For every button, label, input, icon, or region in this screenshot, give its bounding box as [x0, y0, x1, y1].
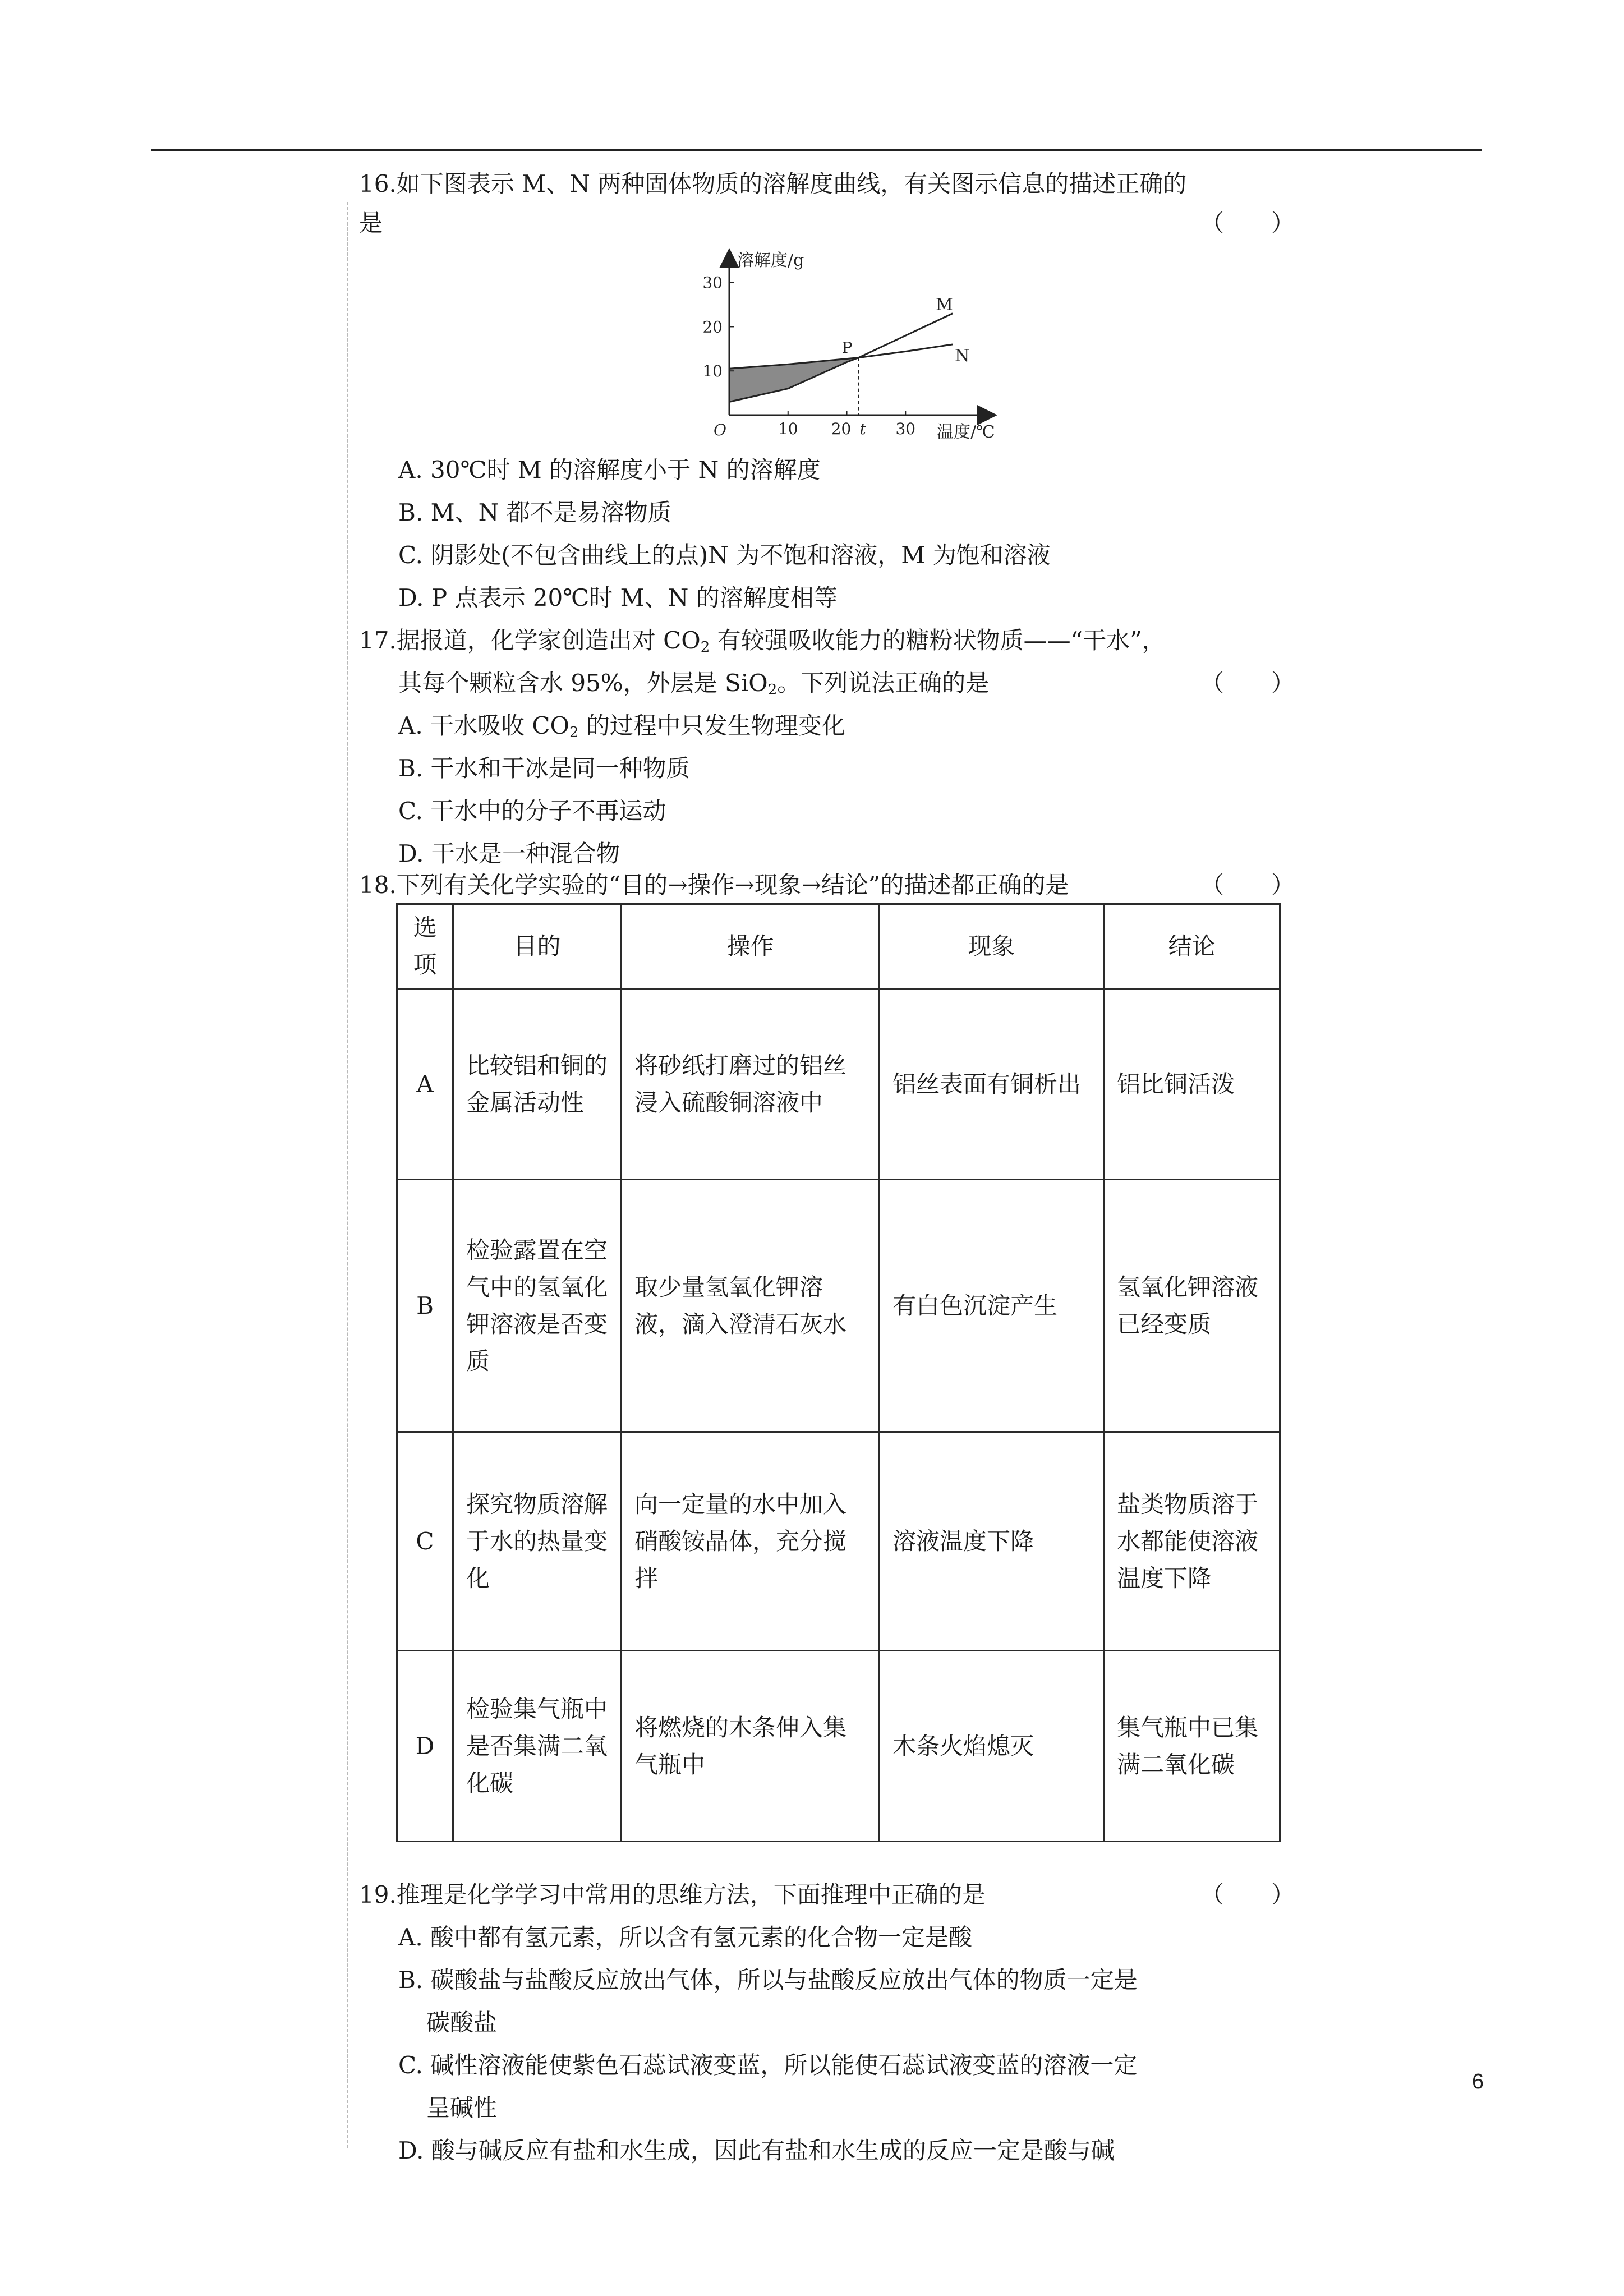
- q19-option-c-line2: 呈碱性: [426, 2094, 498, 2122]
- q17-option-c: C. 干水中的分子不再运动: [398, 797, 666, 825]
- x-tick-label: 20: [831, 420, 852, 438]
- row-conclusion: 铝比铜活泼: [1104, 989, 1280, 1180]
- row-operation: 将燃烧的木条伸入集气瓶中: [622, 1651, 880, 1842]
- y-axis-label: 溶解度/g: [737, 251, 804, 270]
- q17-stem-line2: 其每个颗粒含水 95%，外层是 SiO$_2$。下列说法正确的是: [398, 669, 990, 698]
- table-row: [397, 989, 1280, 1180]
- q19-option-b-line1: B. 碳酸盐与盐酸反应放出气体，所以与盐酸反应放出气体的物质一定是: [398, 1966, 1138, 1994]
- row-purpose: 检验露置在空气中的氢氧化钾溶液是否变质: [453, 1180, 622, 1432]
- series-label-M: M: [936, 295, 953, 315]
- row-option: B: [397, 1180, 453, 1432]
- q16-option-c: C. 阴影处(不包含曲线上的点)N 为不饱和溶液，M 为饱和溶液: [398, 541, 1051, 569]
- row-operation: 取少量氢氧化钾溶液，滴入澄清石灰水: [622, 1180, 880, 1432]
- row-operation: 向一定量的水中加入硝酸铵晶体，充分搅拌: [622, 1432, 880, 1651]
- row-phenomenon: 铝丝表面有铜析出: [880, 989, 1104, 1180]
- q17-option-b: B. 干水和干冰是同一种物质: [398, 754, 690, 782]
- q19-stem: 19.推理是化学学习中常用的思维方法，下面推理中正确的是: [359, 1881, 986, 1908]
- q19-option-b-line2: 碳酸盐: [426, 2009, 498, 2036]
- y-tick-label: 10: [702, 362, 723, 381]
- header-phenomenon: 现象: [880, 904, 1104, 989]
- header-option: 选项: [397, 904, 453, 989]
- q19-answer-paren: （ ）: [1200, 1881, 1295, 1908]
- table-header-row: [397, 904, 1280, 989]
- q17-option-d: D. 干水是一种混合物: [398, 840, 620, 867]
- solubility-chart: [690, 247, 1004, 454]
- row-option: D: [397, 1651, 453, 1842]
- series-label-N: N: [955, 346, 970, 366]
- table-row: [397, 1432, 1280, 1651]
- binding-margin-line: [347, 202, 348, 2148]
- row-conclusion: 集气瓶中已集满二氧化碳: [1104, 1651, 1280, 1842]
- row-conclusion: 盐类物质溶于水都能使溶液温度下降: [1104, 1432, 1280, 1651]
- row-phenomenon: 木条火焰熄灭: [880, 1651, 1104, 1842]
- q16-stem-line2: 是: [359, 209, 383, 237]
- row-conclusion: 氢氧化钾溶液已经变质: [1104, 1180, 1280, 1432]
- header-purpose: 目的: [453, 904, 622, 989]
- header-operation: 操作: [622, 904, 880, 989]
- row-purpose: 检验集气瓶中是否集满二氧化碳: [453, 1651, 622, 1842]
- q16-option-d: D. P 点表示 20℃时 M、N 的溶解度相等: [398, 584, 838, 611]
- q19-option-d-line1: D. 酸与碱反应有盐和水生成，因此有盐和水生成的反应一定是酸与碱: [398, 2137, 1115, 2164]
- row-option: A: [397, 989, 453, 1180]
- q17-stem-line1: 17.据报道，化学家创造出对 $CO_2$ 有较强吸收能力的糖粉状物质——“干水”，: [359, 627, 1166, 656]
- intersection-label: P: [841, 338, 853, 357]
- table-row: [397, 1180, 1280, 1432]
- q18-answer-paren: （ ）: [1200, 871, 1295, 899]
- x-tick-label: 10: [778, 420, 798, 438]
- experiment-table: [396, 903, 1281, 1842]
- row-phenomenon: 溶液温度下降: [880, 1432, 1104, 1651]
- row-phenomenon: 有白色沉淀产生: [880, 1180, 1104, 1432]
- row-option: C: [397, 1432, 453, 1651]
- header-rule: [151, 149, 1482, 151]
- y-tick-label: 30: [702, 273, 723, 292]
- q18-stem: 18.下列有关化学实验的“目的→操作→现象→结论”的描述都正确的是: [359, 871, 1069, 899]
- q17-answer-paren: （ ）: [1200, 669, 1295, 697]
- q16-stem-line1: 16.如下图表示 M、N 两种固体物质的溶解度曲线，有关图示信息的描述正确的: [359, 170, 1187, 197]
- q16-answer-paren: （ ）: [1200, 209, 1295, 237]
- q16-option-a: A. 30℃时 M 的溶解度小于 N 的溶解度: [398, 456, 821, 484]
- header-conclusion: 结论: [1104, 904, 1280, 989]
- q16-option-b: B. M、N 都不是易溶物质: [398, 499, 671, 526]
- page-number: 6: [1471, 2070, 1484, 2093]
- y-tick-label: 20: [702, 318, 723, 337]
- x-tick-label: 30: [895, 420, 916, 438]
- x-axis-label: 温度/℃: [937, 422, 995, 442]
- row-operation: 将砂纸打磨过的铝丝浸入硫酸铜溶液中: [622, 989, 880, 1180]
- table-row: [397, 1651, 1280, 1842]
- row-purpose: 探究物质溶解于水的热量变化: [453, 1432, 622, 1651]
- t-label: t: [859, 420, 866, 438]
- q19-option-a: A. 酸中都有氢元素，所以含有氢元素的化合物一定是酸: [398, 1924, 973, 1951]
- row-purpose: 比较铝和铜的金属活动性: [453, 989, 622, 1180]
- q17-option-a: A. 干水吸收 $CO_2$ 的过程中只发生物理变化: [398, 712, 845, 741]
- q19-option-c-line1: C. 碱性溶液能使紫色石蕊试液变蓝，所以能使石蕊试液变蓝的溶液一定: [398, 2051, 1138, 2079]
- origin-label: O: [714, 421, 726, 439]
